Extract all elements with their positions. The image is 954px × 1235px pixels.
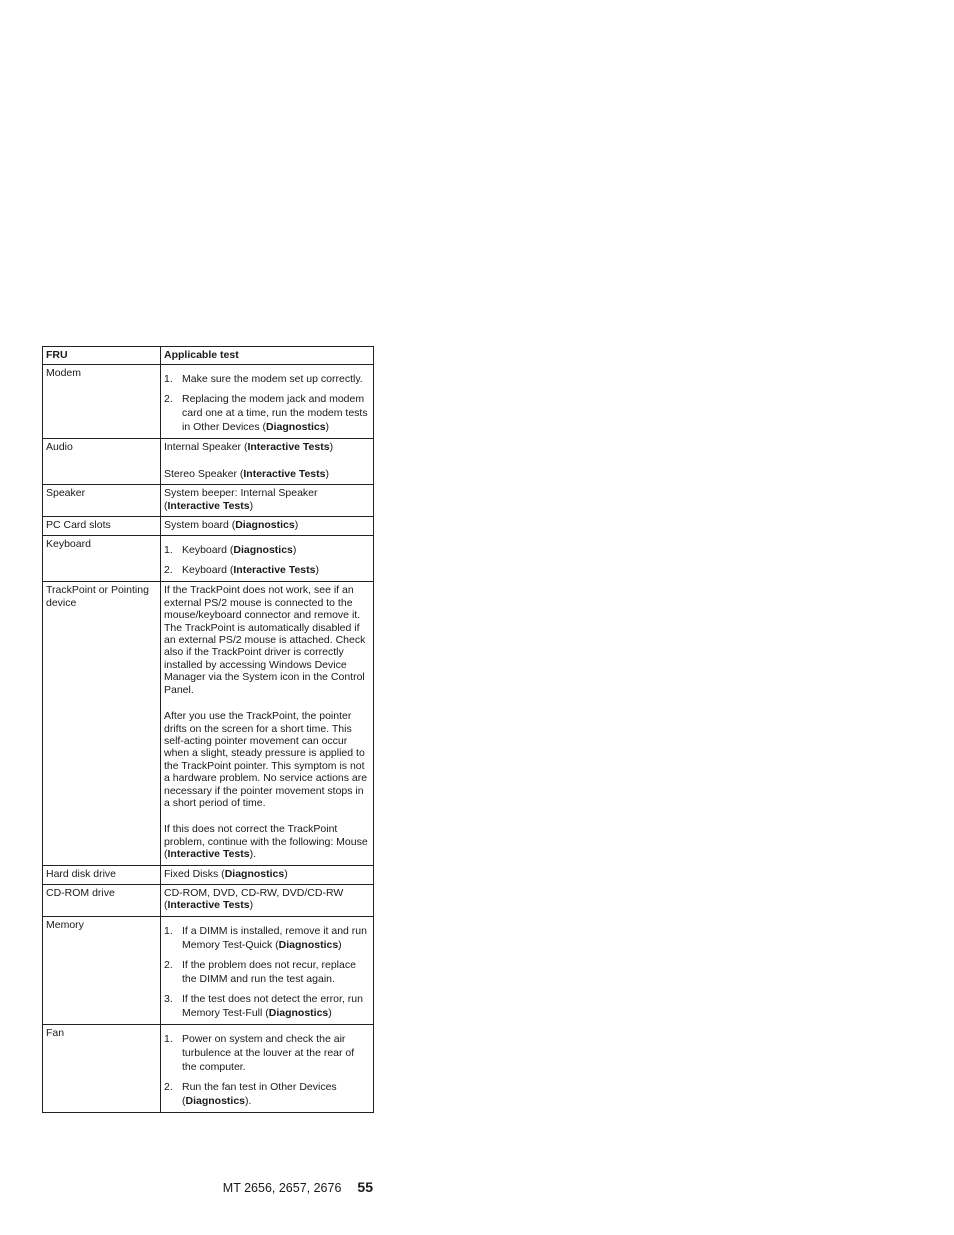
table-row — [43, 865, 374, 884]
table-row — [43, 582, 374, 865]
table-row — [43, 884, 374, 916]
list-item: 2. Replacing the modem jack and modem card one at a time, run the modem tests in Other Devices (Diagnostics) — [164, 393, 368, 434]
step-list — [164, 924, 370, 1020]
table-row — [43, 485, 374, 517]
test-cell — [161, 536, 374, 582]
test-paragraph: After you use the TrackPoint, the pointer drifts on the screen for a short time. This self-acting pointer movement can occur when a slight, steady pressure is applied to the TrackPoint pointer. This symptom is not a hardware problem. No service actions are necessary if the pointer movement stops in a short period of time. — [164, 710, 368, 809]
test-cell — [161, 439, 374, 485]
step-list — [164, 372, 370, 434]
header-fru: FRU — [43, 347, 161, 365]
test-cell: Fixed Disks (Diagnostics) — [161, 865, 374, 884]
header-applicable-test: Applicable test — [161, 347, 374, 365]
list-item: 1. Power on system and check the air turbulence at the louver at the rear of the computer. — [164, 1032, 355, 1073]
test-cell — [161, 1024, 374, 1112]
list-item: 2. Keyboard (Interactive Tests) — [164, 564, 319, 577]
fru-name: Memory — [43, 916, 161, 1024]
fru-name: Fan — [43, 1024, 161, 1112]
model-numbers: MT 2656, 2657, 2676 — [222, 1181, 342, 1195]
test-paragraph: If the TrackPoint does not work, see if an external PS/2 mouse is connected to the mouse/keyboard connector and remove it. The TrackPoint is automatically disabled if an external PS/2 mouse is attached. Check also if the TrackPoint driver is correctly installed by accessing Windows Device Manager via the System icon in the Control Panel. — [164, 584, 366, 696]
fru-name: Speaker — [43, 485, 161, 517]
table-row — [43, 517, 374, 536]
test-paragraph: Internal Speaker (Interactive Tests) — [164, 441, 334, 454]
fru-name: Modem — [43, 365, 161, 439]
table-row — [43, 536, 374, 582]
fru-test-table — [42, 346, 374, 1113]
test-cell — [161, 582, 374, 865]
list-item: 1. If a DIMM is installed, remove it and run Memory Test-Quick (Diagnostics) — [164, 924, 367, 951]
table-row — [43, 916, 374, 1024]
test-cell: System beeper: Internal Speaker (Interactive Tests) — [161, 485, 374, 517]
page-number: 55 — [357, 1179, 373, 1195]
table-header-row — [43, 347, 374, 365]
fru-name: CD-ROM drive — [43, 884, 161, 916]
table-row — [43, 365, 374, 439]
test-cell: System board (Diagnostics) — [161, 517, 374, 536]
fru-name: Audio — [43, 439, 161, 485]
step-list — [164, 543, 370, 577]
test-paragraph: If this does not correct the TrackPoint problem, continue with the following: Mouse (Interactive Tests). — [164, 823, 368, 861]
list-item: 1. Make sure the modem set up correctly. — [164, 373, 363, 386]
test-cell — [161, 365, 374, 439]
test-cell — [161, 916, 374, 1024]
list-item: 1. Keyboard (Diagnostics) — [164, 544, 297, 557]
test-cell: CD-ROM, DVD, CD-RW, DVD/CD-RW (Interactive Tests) — [161, 884, 374, 916]
fru-name: Keyboard — [43, 536, 161, 582]
step-list — [164, 1032, 370, 1108]
page-footer — [0, 1181, 373, 1194]
test-paragraph: Stereo Speaker (Interactive Tests) — [164, 467, 329, 480]
list-item: 2. If the problem does not recur, replace the DIMM and run the test again. — [164, 958, 356, 985]
table-row — [43, 1024, 374, 1112]
list-item: 3. If the test does not detect the error, run Memory Test-Full (Diagnostics) — [164, 992, 363, 1019]
fru-name: Hard disk drive — [43, 865, 161, 884]
list-item: 2. Run the fan test in Other Devices (Diagnostics). — [164, 1080, 337, 1107]
fru-name: PC Card slots — [43, 517, 161, 536]
table-row — [43, 439, 374, 485]
fru-name: TrackPoint or Pointing device — [43, 582, 161, 865]
